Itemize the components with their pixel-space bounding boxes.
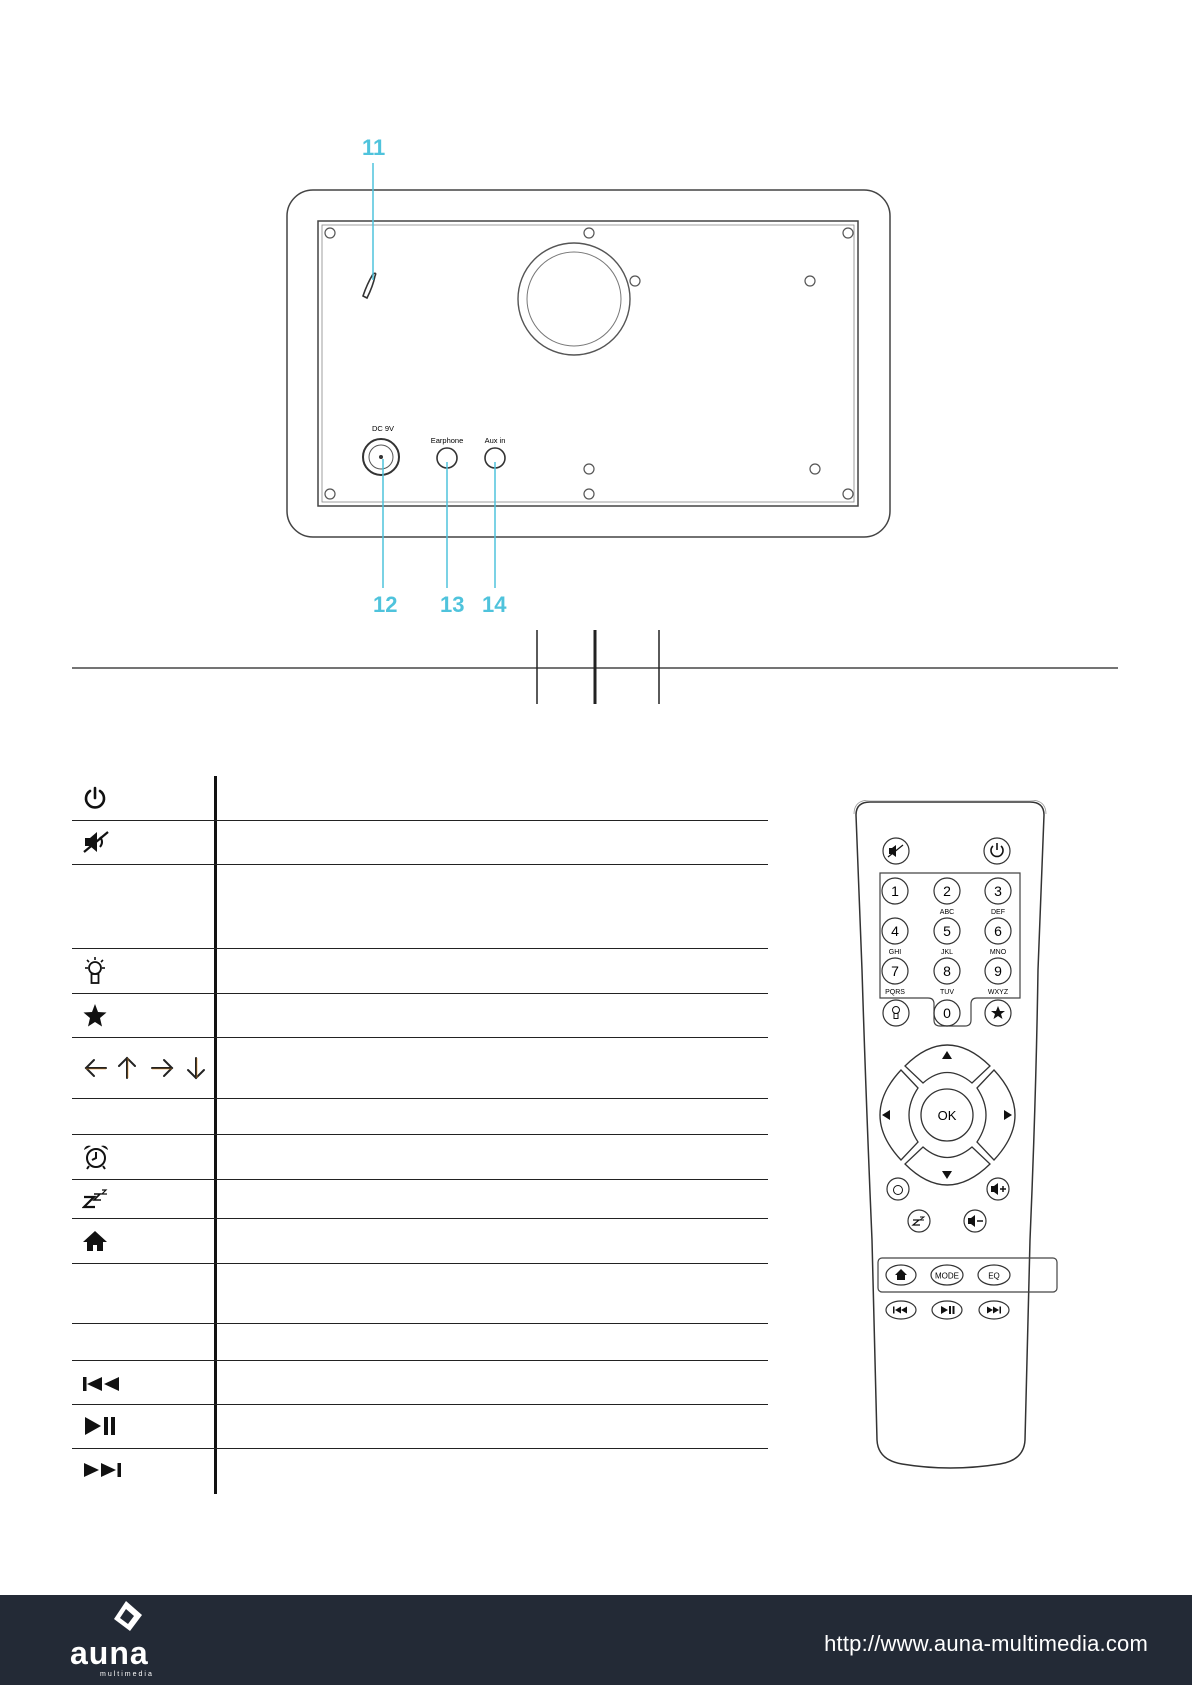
remote-digit-label: 5: [943, 923, 951, 939]
remote-control-diagram: [840, 800, 1060, 1480]
antenna: [363, 273, 376, 298]
legend-row-mute: [72, 824, 212, 860]
legend-row-favorite: [72, 996, 212, 1034]
play-pause-icon: [82, 1415, 118, 1437]
remote-digit-2-button: [934, 878, 960, 916]
remote-mute-button: [883, 838, 909, 864]
device-casing: [287, 190, 890, 537]
device-back-diagram: [0, 0, 1192, 720]
remote-digit-0-button: [934, 1000, 960, 1026]
back-panel: [318, 221, 858, 506]
ok-button-label: OK: [937, 1108, 957, 1123]
remote-letters-label: WXYZ: [987, 989, 1009, 996]
mute-icon: [82, 830, 112, 854]
remote-play-pause-button: [932, 1301, 962, 1319]
remote-sleep-button: [908, 1210, 930, 1232]
legend-row-light: [72, 952, 212, 990]
callout-13: 13: [440, 592, 465, 617]
remote-digit-6-button: [985, 918, 1011, 956]
footer: [0, 1595, 1192, 1685]
remote-home-button: [886, 1265, 916, 1285]
callout-14: 14: [482, 592, 507, 617]
remote-digit-label: 7: [891, 963, 899, 979]
remote-digit-7-button: [882, 958, 908, 996]
sleep-icon: [82, 1189, 110, 1209]
mode-button-label: MODE: [935, 1271, 959, 1281]
remote-letters-label: MNO: [989, 949, 1007, 956]
remote-favorite-button: [985, 1000, 1011, 1026]
eq-button-label: EQ: [988, 1271, 1000, 1281]
remote-previous-button: [886, 1301, 916, 1319]
dc-label: DC 9V: [371, 424, 395, 433]
legend-divider: [214, 776, 217, 1494]
remote-alarm-button: [887, 1178, 909, 1200]
remote-light-button: [883, 1000, 909, 1026]
remote-mode-button: [931, 1265, 963, 1285]
star-icon: [82, 1002, 108, 1028]
aux-label: Aux in: [484, 436, 506, 445]
legend-row-alarm: [72, 1138, 212, 1176]
screws: [325, 228, 853, 499]
legend-row-power: [72, 780, 212, 816]
remote-digit-label: 4: [891, 923, 899, 939]
remote-digit-label: 6: [994, 923, 1002, 939]
legend-row-sleep: [72, 1182, 212, 1216]
remote-letters-label: ABC: [939, 909, 955, 916]
legend-row-previous: [72, 1366, 212, 1402]
remote-letters-label: JKL: [940, 949, 954, 956]
callout-11: 11: [362, 135, 386, 160]
remote-digit-label: 2: [943, 883, 951, 899]
remote-digit-label: 8: [943, 963, 951, 979]
auna-logo-mark: [108, 1599, 146, 1635]
legend-row-play-pause: [72, 1408, 212, 1444]
legend-row-next: [72, 1452, 212, 1488]
remote-digit-5-button: [934, 918, 960, 956]
remote-letters-label: GHI: [888, 949, 902, 956]
bass-port: [518, 243, 630, 355]
arrows-icon: [82, 1054, 208, 1082]
remote-digit-label: 9: [994, 963, 1002, 979]
remote-digit-3-button: [985, 878, 1011, 916]
brand-logo-subtext: multimedia: [100, 1671, 154, 1678]
remote-power-button: [984, 838, 1010, 864]
remote-volume-down-button: [964, 1210, 986, 1232]
remote-digit-8-button: [934, 958, 960, 996]
legend-row-navigation: [72, 1042, 212, 1094]
previous-icon: [82, 1375, 122, 1393]
remote-dpad: [880, 1045, 1015, 1185]
brand-logo-text: auna: [70, 1635, 149, 1671]
remote-next-button: [979, 1301, 1009, 1319]
power-icon: [82, 785, 108, 811]
remote-letters-label: DEF: [991, 909, 1005, 916]
remote-eq-button: [978, 1265, 1010, 1285]
home-icon: [82, 1229, 108, 1253]
next-icon: [82, 1461, 122, 1479]
remote-letters-label: PQRS: [885, 989, 905, 996]
website-url[interactable]: http://www.auna-multimedia.com: [824, 1631, 1148, 1656]
earphone-label: Earphone: [430, 436, 464, 445]
alarm-icon: [82, 1143, 110, 1171]
remote-digit-label: 0: [943, 1005, 951, 1021]
remote-letters-label: TUV: [940, 989, 954, 996]
remote-digit-label: 3: [994, 883, 1002, 899]
remote-digit-9-button: [985, 958, 1011, 996]
remote-digit-4-button: [882, 918, 908, 956]
remote-volume-up-button: [987, 1178, 1009, 1200]
legend-row-home: [72, 1222, 212, 1260]
keypad: [882, 878, 1011, 1026]
remote-digit-label: 1: [891, 883, 899, 899]
callout-12: 12: [373, 592, 398, 617]
remote-digit-1-button: [882, 878, 908, 904]
light-icon: [82, 956, 108, 986]
